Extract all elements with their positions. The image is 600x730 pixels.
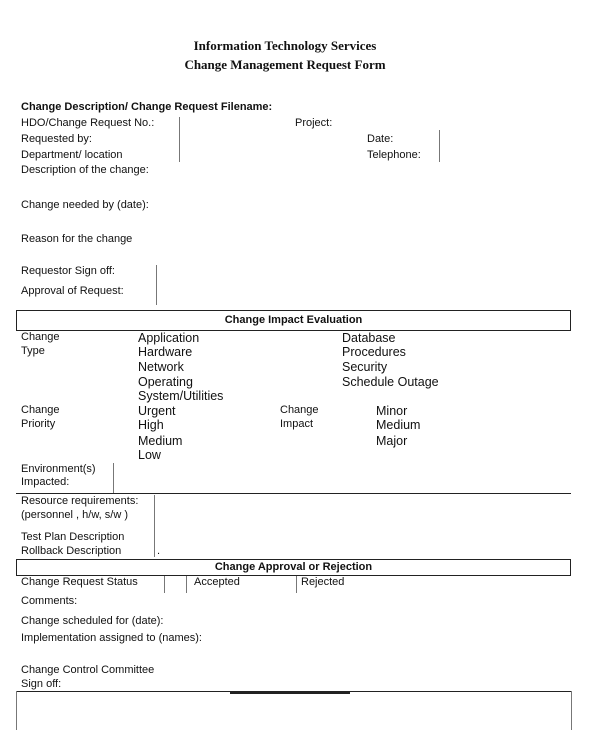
type-option-application: Application (138, 331, 200, 345)
telephone-label: Telephone: (367, 149, 421, 161)
priority-option-high: High (138, 418, 164, 432)
field-divider (439, 130, 440, 162)
priority-option-medium: Medium (138, 434, 183, 448)
field-divider (164, 576, 165, 593)
needed-by-label: Change needed by (date): (21, 199, 149, 211)
impact-option-minor: Minor (376, 404, 408, 418)
change-impact-label-2: Impact (280, 418, 314, 430)
field-divider (113, 463, 114, 493)
type-option-hardware: Hardware (138, 345, 193, 359)
resource-requirements-label: Resource requirements: (21, 495, 139, 507)
environment-label-2: Impacted: (21, 476, 70, 488)
approval-of-request-label: Approval of Request: (21, 285, 124, 297)
type-option-schedule-outage: Schedule Outage (342, 375, 439, 389)
assigned-label: Implementation assigned to (names): (21, 632, 202, 644)
change-type-label: Change (21, 331, 60, 343)
change-type-label-2: Type (21, 345, 45, 357)
reason-label: Reason for the change (21, 233, 133, 245)
hdo-label: HDO/Change Request No.: (21, 117, 155, 129)
approval-heading: Change Approval or Rejection (214, 561, 373, 573)
committee-label: Change Control Committee (21, 664, 155, 676)
rollback-label: Rollback Description (21, 545, 122, 557)
priority-option-urgent: Urgent (138, 404, 176, 418)
requestor-sign-label: Requestor Sign off: (21, 265, 115, 277)
accepted-label: Accepted (194, 576, 240, 588)
requested-by-label: Requested by: (21, 133, 92, 145)
type-option-database: Database (342, 331, 396, 345)
form-organization-title: Information Technology Services (193, 38, 377, 53)
type-option-network: Network (138, 360, 184, 374)
committee-signoff-label: Sign off: (21, 678, 62, 690)
change-impact-label: Change (280, 404, 319, 416)
impact-option-medium: Medium (376, 418, 421, 432)
form-title: Change Management Request Form (184, 57, 386, 72)
type-option-security: Security (342, 360, 388, 374)
test-plan-label: Test Plan Description (21, 531, 125, 543)
date-label: Date: (367, 133, 394, 145)
environment-label: Environment(s) (21, 463, 96, 475)
impact-heading: Change Impact Evaluation (224, 314, 363, 326)
field-divider (296, 576, 297, 593)
field-divider (154, 495, 155, 557)
type-option-operating: Operating (138, 375, 193, 389)
field-divider (186, 576, 187, 593)
resource-requirements-label-2: (personnel , h/w, s/w ) (21, 509, 128, 521)
impact-section-header (16, 310, 571, 331)
department-label: Department/ location (21, 149, 123, 161)
priority-option-low: Low (138, 448, 161, 462)
approval-section-header (16, 559, 571, 576)
rollback-dot: . (157, 545, 161, 557)
description-label: Description of the change: (21, 164, 149, 176)
change-priority-label: Change (21, 404, 60, 416)
change-priority-label-2: Priority (21, 418, 56, 430)
project-label: Project: (295, 117, 333, 129)
scheduled-label: Change scheduled for (date): (21, 615, 164, 627)
request-status-label: Change Request Status (21, 576, 138, 588)
type-option-system-utilities: System/Utilities (138, 389, 224, 403)
comments-label: Comments: (21, 595, 78, 607)
field-divider (179, 117, 180, 162)
field-divider (156, 265, 157, 305)
cut-off-heading (230, 692, 350, 694)
section-border (571, 691, 572, 730)
impact-option-major: Major (376, 434, 408, 448)
change-description-heading: Change Description/ Change Request Filename: (21, 101, 273, 113)
type-option-procedures: Procedures (342, 345, 406, 359)
rejected-label: Rejected (301, 576, 345, 588)
section-divider (16, 493, 571, 494)
section-border (16, 691, 17, 730)
